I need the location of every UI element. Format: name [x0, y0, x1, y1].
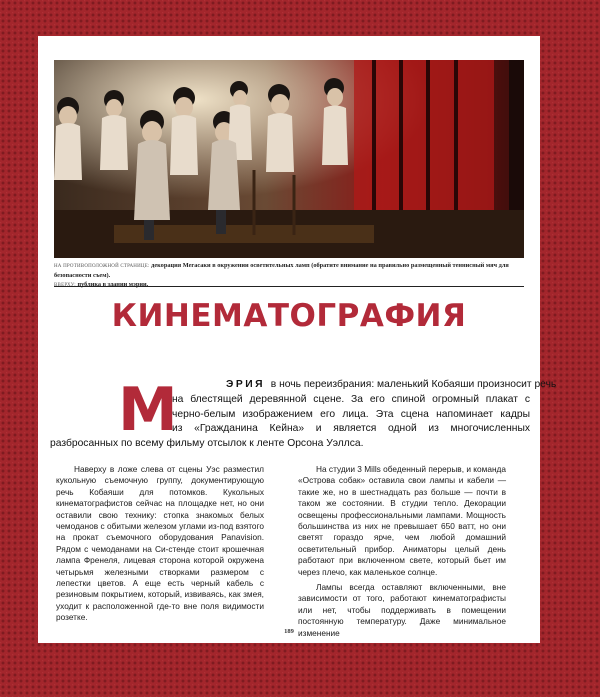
caption-text-top: публика в здании мэрии.	[77, 281, 149, 288]
lead-paragraph	[50, 375, 557, 452]
lead-line-2: на блестящей деревянной сцене. За его спиной огромный плакат с	[172, 393, 530, 405]
lead-line-1-text: в ночь переизбрания: маленький Кобаяши произносит речь	[270, 379, 557, 390]
lead-line-5: разбросанных по всему фильму отсылок к ленте Орсона Уэллса.	[50, 438, 364, 450]
right-paragraph-1: На студии 3 Mills обеденный перерыв, и команда «Острова собак» оставила свои лампы и кабели — такие же, но в шестнадцать раз больше — почти в таком же состоянии. В студии тепло. Декорации освещены профессиональными лампами. Мощность большинства из них не превышает 650 ватт, но они светят гораздо ярче, чем любой домашний осветительный прибор. Аниматоры целый день работают при включенном свете, который бьет им через плечо, как маленькое солнце.	[298, 464, 506, 577]
lead-line-4: из «Гражданина Кейна» и является одной из многочисленных	[172, 423, 530, 435]
book-page	[38, 36, 557, 643]
lead-line-3: черно-белым изображением его лица. Эта сцена напоминает кадры	[172, 408, 530, 420]
photo-illustration	[54, 60, 524, 258]
puppet-audience-photo	[54, 60, 524, 258]
page-number: 189	[284, 628, 294, 635]
caption-text-opposite: декорация Мегасаки в окружении осветительных ламп (обратите внимание на правильно размещенный теннисный мяч для безопасности съем).	[54, 262, 509, 279]
body-column-left	[56, 464, 264, 628]
caption-label-opposite: НА ПРОТИВОПОЛОЖНОЙ СТРАНИЦЕ:	[54, 264, 150, 269]
caption-divider	[54, 286, 524, 287]
left-paragraph-1: Наверху в ложе слева от сцены Уэс разместил кукольную съемочную группу, документирующую речь Кобаяши для потомков. Кукольных кинематографистов сейчас на площадке нет, но они оставили свою технику: стопка знакомых белых чемоданов с обитыми железом углами из-под взятого на прокат съемочного оборудования Panavision. Рядом с чемоданами на Си-стенде стоит крошечная лампа Френеля, лицевая сторона которой окружена четырьмя железными створками размером с лепестки цветов. А еще есть черный кабель с резиновым покрытием, который, извиваясь, как змея, уходит к расположенной где-то вне поля видимости розетке.	[56, 464, 264, 623]
drop-cap: М	[118, 375, 178, 445]
right-paragraph-2: Лампы всегда оставляют включенными, вне зависимости от того, работают кинематографисты или нет, чтобы поддерживать в помещении постоянную температуру. Даже минимальное изменение	[298, 582, 506, 638]
lead-line-1	[116, 378, 557, 393]
chapter-title: КИНЕМАТОГРАФИЯ	[111, 298, 467, 334]
lead-caps: ЭРИЯ	[226, 379, 265, 390]
body-column-right	[298, 464, 506, 643]
caption-label-top: ВВЕРХУ:	[54, 283, 76, 288]
